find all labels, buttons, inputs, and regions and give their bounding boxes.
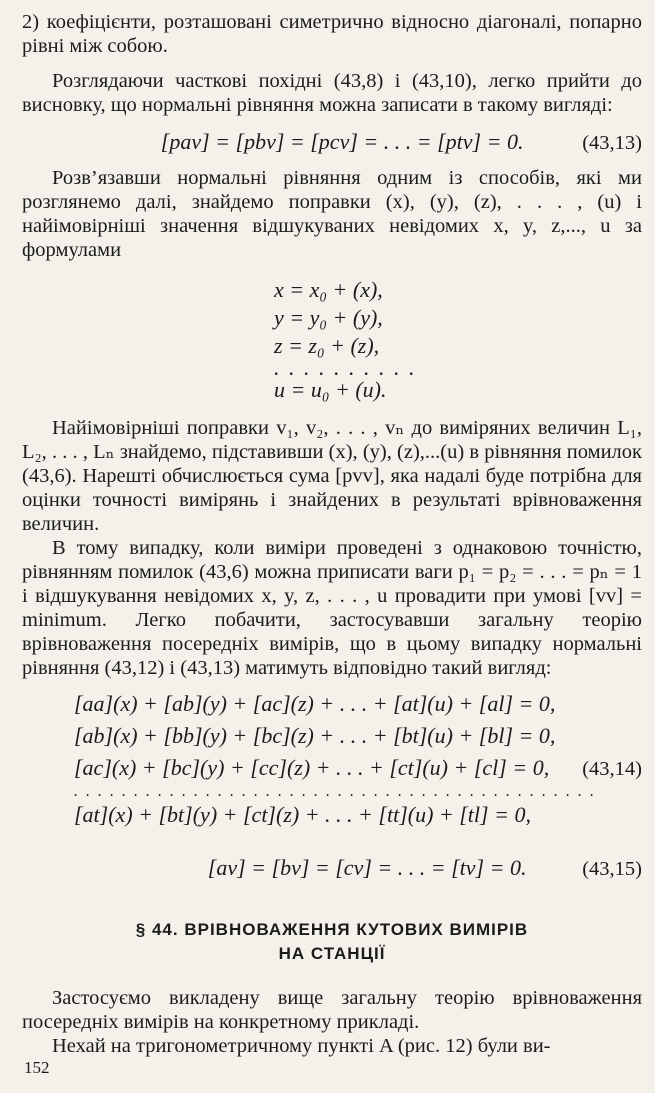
equation-43-15 <box>22 855 642 882</box>
paragraph-6: Застосуємо викладену вище загальну теорію врівноваження посередніх вимірів на конкретному прикладі. <box>22 987 642 1033</box>
paragraph-4: Найімовірніші поправки v₁, v₂, . . . , vₙ до виміряних величин L₁, L₂, . . . , Lₙ знайдемо, підставивши (x), (y), (z),...(u) в рівняння помилок (43,6). Нарешті обчислюється сума [pvv], яка надалі буде потрібна для оцінки точності вимірянь і знайдених в результаті врівноваження величин. <box>22 417 642 535</box>
page-content <box>22 0 642 1058</box>
paragraph-1: 2) коефіцієнти, розташовані симетрично відносно діагоналі, попарно рівні між собою. <box>22 11 642 57</box>
formula-line: z = z₀ + (z), <box>274 333 380 358</box>
formula-line: y = y₀ + (y), <box>274 305 383 330</box>
equation-line: . . . . . . . . . . . . . . . . . . . . . . . . . . . . . . . . . . . . . . . . . . . . <box>74 783 596 800</box>
equation-number: (43,13) <box>582 132 642 154</box>
formula-line: u = u₀ + (u). <box>274 377 387 402</box>
section-heading <box>22 918 642 966</box>
formula-block <box>22 276 642 404</box>
paragraph-5: В тому випадку, коли виміри проведені з однаковою точністю, рівнянням помилок (43,6) можна приписати ваги p₁ = p₂ = . . . = pₙ = 1 і відшукування невідомих x, y, z, . . . , u провадити при умові [vv] = minimum. Легко побачити, застосувавши загальну теорію врівноваження посередніх вимірів, що в цьому випадку нормальні рівняння (43,12) і (43,13) матимуть відповідно такий вигляд: <box>22 537 642 679</box>
equation-formula: [pav] = [pbv] = [pcv] = . . . = [ptv] = 0. <box>160 129 524 154</box>
equation-line: [ac](x) + [bc](y) + [cc](z) + . . . + [ct](u) + [cl] = 0, <box>74 755 550 780</box>
equation-formula: [av] = [bv] = [cv] = . . . = [tv] = 0. <box>207 855 527 880</box>
formula-line: x = x₀ + (x), <box>274 277 383 302</box>
equation-line: [at](x) + [bt](y) + [ct](z) + . . . + [tt](u) + [tl] = 0, <box>74 802 531 827</box>
equation-43-14 <box>22 688 642 831</box>
page-number: 152 <box>24 1058 50 1077</box>
equation-line: [ab](x) + [bb](y) + [bc](z) + . . . + [bt](u) + [bl] = 0, <box>74 723 556 748</box>
paragraph-3: Розв’язавши нормальні рівняння одним із способів, які ми розглянемо далі, знайдемо поправки (x), (y), (z), . . . , (u) і найімовірніші значення відшукуваних невідомих x, y, z,..., u за формулами <box>22 167 642 261</box>
section-title-line-1: § 44. ВРІВНОВАЖЕННЯ КУТОВИХ ВИМІРІВ <box>135 920 529 939</box>
equation-number: (43,15) <box>582 858 642 880</box>
section-title-line-2: НА СТАНЦІЇ <box>278 944 386 963</box>
equation-43-13 <box>22 129 642 156</box>
paragraph-7: Нехай на тригонометричному пункті A (рис. 12) були ви- <box>52 1035 551 1057</box>
equation-line: [aa](x) + [ab](y) + [ac](z) + . . . + [at](u) + [al] = 0, <box>74 691 556 716</box>
formula-line: . . . . . . . . . . <box>274 355 417 380</box>
paragraph-2: Розглядаючи часткові похідні (43,8) і (43,10), легко прийти до висновку, що нормальні рівняння можна записати в такому вигляді: <box>22 70 642 116</box>
equation-number: (43,14) <box>582 758 642 780</box>
